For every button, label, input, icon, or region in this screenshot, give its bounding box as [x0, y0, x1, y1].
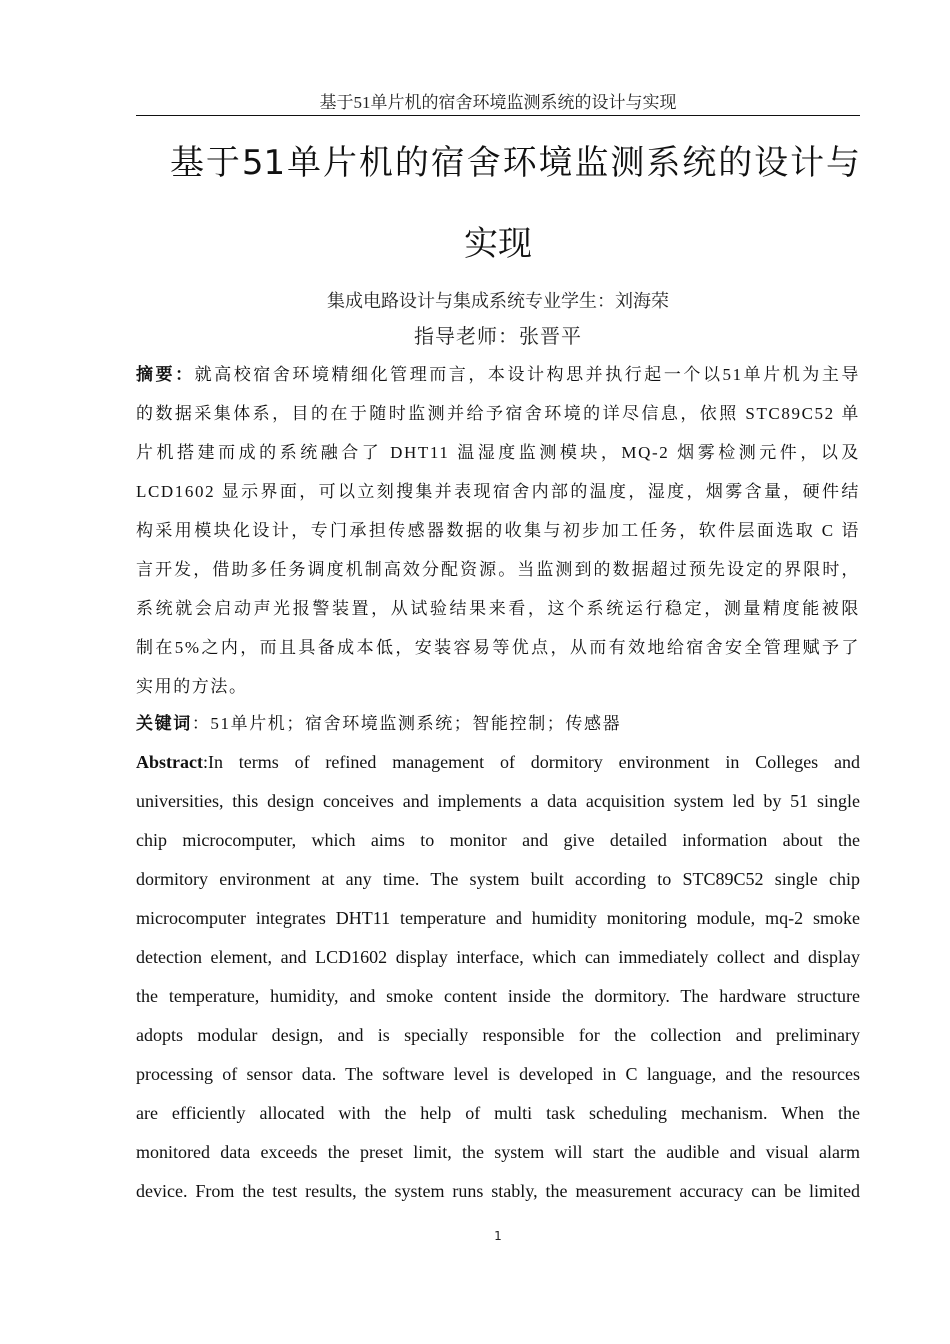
abstract-cn-line: LCD1602 显示界面，可以立刻搜集并表现宿舍内部的温度，湿度，烟雾含量，硬件结 [136, 482, 860, 501]
abstract-en-line: dormitory environment at any time. The system built according to STC89C52 single chip [136, 869, 860, 889]
abstract-cn-line: 实用的方法。 [136, 677, 248, 696]
abstract-en-line: adopts modular design, and is specially responsible for the collection and preliminary [136, 1025, 860, 1045]
abstract-cn-label: 摘要： [136, 365, 195, 384]
abstract-en-line: microcomputer integrates DHT11 temperature and humidity monitoring module, mq-2 smoke [136, 908, 860, 928]
abstract-en-line: device. From the test results, the system runs stably, the measurement accuracy can be limited [136, 1181, 860, 1201]
keywords-label: 关键词 [136, 714, 192, 733]
abstract-cn-line: 制在5%之内，而且具备成本低，安装容易等优点，从而有效地给宿舍安全管理赋予了 [136, 638, 860, 657]
advisor-line: 指导老师：张晋平 [414, 326, 582, 348]
abstract-cn-line: 系统就会启动声光报警装置，从试验结果来看，这个系统运行稳定，测量精度能被限 [136, 599, 860, 618]
header-divider [136, 115, 860, 116]
abstract-en-line: the temperature, humidity, and smoke content inside the dormitory. The hardware structure [136, 986, 860, 1006]
author-line: 集成电路设计与集成系统专业学生：刘海荣 [327, 291, 669, 311]
keywords-text: ：51单片机；宿舍环境监测系统；智能控制；传感器 [191, 714, 622, 733]
abstract-en-label: Abstract [136, 752, 203, 772]
paper-title-line-1: 基于51单片机的宿舍环境监测系统的设计与 [170, 143, 860, 183]
abstract-en-line: chip microcomputer, which aims to monitor and give detailed information about the [136, 830, 860, 850]
running-header: 基于51单片机的宿舍环境监测系统的设计与实现 [319, 93, 677, 112]
abstract-cn-line: 片机搭建而成的系统融合了 DHT11 温湿度监测模块，MQ-2 烟雾检测元件，以及 [136, 443, 860, 462]
abstract-en-line: processing of sensor data. The software level is developed in C language, and the resources [136, 1064, 860, 1084]
keywords-line [136, 712, 860, 736]
abstract-cn-line: 言开发，借助多任务调度机制高效分配资源。当监测到的数据超过预先设定的界限时， [136, 560, 860, 579]
abstract-cn-line: 的数据采集体系，目的在于随时监测并给予宿舍环境的详尽信息，依照 STC89C52 单 [136, 404, 860, 423]
abstract-cn-line: 摘要：就高校宿舍环境精细化管理而言，本设计构思并执行起一个以51单片机为主导 [136, 365, 860, 384]
paper-title-line-2: 实现 [464, 224, 532, 264]
abstract-en-line: Abstract:In terms of refined management of dormitory environment in Colleges and [136, 752, 860, 772]
abstract-en-line: universities, this design conceives and implements a data acquisition system led by 51 single [136, 791, 860, 811]
abstract-en-line: are efficiently allocated with the help of multi task scheduling mechanism. When the [136, 1103, 860, 1123]
abstract-en-line: monitored data exceeds the preset limit, the system will start the audible and visual alarm [136, 1142, 860, 1162]
abstract-en-line: detection element, and LCD1602 display interface, which can immediately collect and display [136, 947, 860, 967]
abstract-cn-line: 构采用模块化设计，专门承担传感器数据的收集与初步加工任务，软件层面选取 C 语 [136, 521, 860, 540]
page-number: 1 [494, 1229, 502, 1243]
